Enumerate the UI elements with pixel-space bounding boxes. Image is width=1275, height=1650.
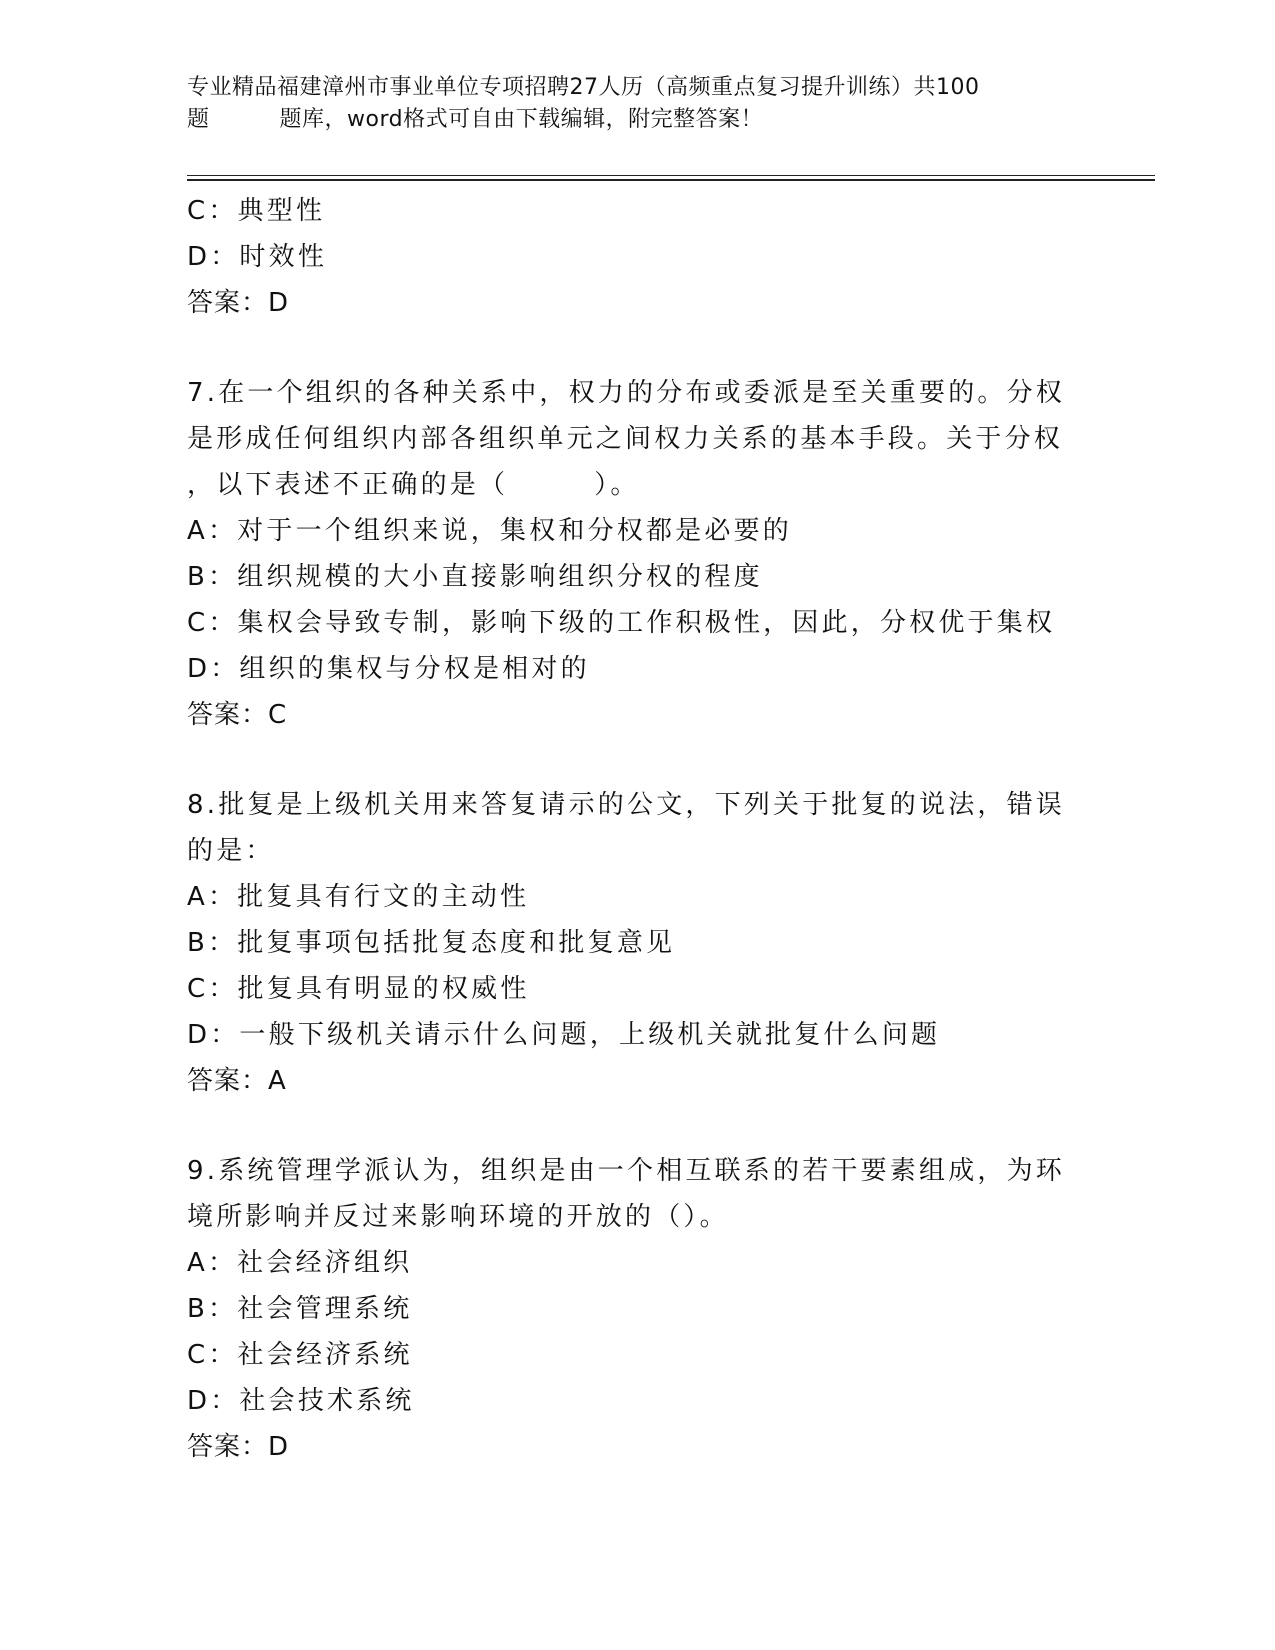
header-title-line2-start: 题 [187,107,210,132]
option-c: C：集权会导致专制，影响下级的工作积极性，因此，分权优于集权 [187,608,1056,638]
question-stem-line: 8.批复是上级机关用来答复请示的公文，下列关于批复的说法，错误 [187,790,1066,820]
answer-line: 答案：D [187,288,290,318]
option-d: D：社会技术系统 [187,1386,415,1416]
header-divider-thick [187,179,1155,181]
question-8 [187,782,1087,1104]
option-c: C：社会经济系统 [187,1340,413,1370]
question-stem-line: 是形成任何组织内部各组织单元之间权力关系的基本手段。关于分权 [187,424,1064,454]
answer-line: 答案：D [187,1432,290,1462]
question-stem-line: 境所影响并反过来影响环境的开放的（）。 [187,1202,729,1232]
question-stem-line: 9.系统管理学派认为，组织是由一个相互联系的若干要素组成，为环 [187,1156,1066,1186]
answer-line: 答案：C [187,700,288,730]
option-b: B：批复事项包括批复态度和批复意见 [187,928,676,958]
prev-question-tail [187,188,1087,326]
option-a: A：对于一个组织来说，集权和分权都是必要的 [187,516,792,546]
option-d: D：时效性 [187,242,328,272]
option-d: D：组织的集权与分权是相对的 [187,654,590,684]
option-a: A：批复具有行文的主动性 [187,882,530,912]
question-stem-fragment: ，以下表述不正确的是（ [187,470,509,500]
option-c: C：批复具有明显的权威性 [187,974,530,1004]
question-stem-line: 7.在一个组织的各种关系中，权力的分布或委派是至关重要的。分权 [187,378,1066,408]
option-b: B：组织规模的大小直接影响组织分权的程度 [187,562,763,592]
option-b: B：社会管理系统 [187,1294,413,1324]
header-divider-thin [187,175,1155,176]
question-content [187,188,1087,1470]
header-title-line1: 专业精品福建漳州市事业单位专项招聘27人历（高频重点复习提升训练）共100 [187,75,980,100]
question-stem-line [187,462,1087,508]
answer-line: 答案：A [187,1066,287,1096]
question-7 [187,370,1087,738]
document-header [187,72,1087,136]
option-d: D：一般下级机关请示什么问题，上级机关就批复什么问题 [187,1020,941,1050]
question-stem-line: 的是： [187,836,275,866]
header-title-line2-rest: 题库，word格式可自由下载编辑，附完整答案！ [279,107,764,132]
question-9 [187,1148,1087,1470]
question-stem-fragment: ）。 [594,470,640,500]
option-c: C：典型性 [187,196,326,226]
header-title-line2 [187,104,1087,136]
option-a: A：社会经济组织 [187,1248,413,1278]
